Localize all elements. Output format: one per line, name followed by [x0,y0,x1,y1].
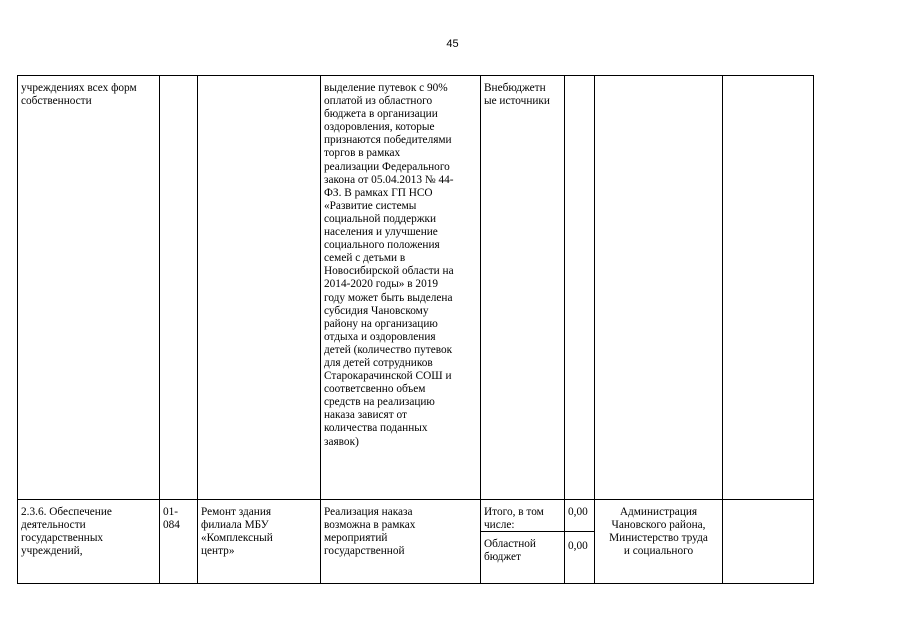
text-line: субсидия Чановскому [324,304,429,317]
text-line: реализации Федерального [324,160,450,173]
text-line: населения и улучшение [324,226,438,239]
cell-funding-source [481,76,565,500]
amount-total: 0,00 [565,500,594,532]
text-line: Новосибирской области на [324,265,454,278]
text-line: бюджет [484,551,521,564]
text-line: Итого, в том [484,506,544,518]
text-line: Чановского района, [611,519,706,532]
text-line: деятельности [21,519,86,532]
text-line: оплатой из областного [324,95,433,108]
page-number: 45 [446,38,459,50]
text-line: наказа зависят от [324,409,407,422]
text-line: отдыха и оздоровления [324,330,436,343]
text-line: собственности [21,95,92,108]
text-line: средств на реализацию [324,396,435,409]
text-line: соответсвенно объем [324,383,426,396]
text-line: Внебюджетн [484,82,546,94]
text-line: социальной поддержки [324,212,437,225]
text-line: заявок) [324,435,359,448]
text-line: 01- [163,506,179,518]
text-line: государственных [21,532,104,545]
text-line: числе: [484,519,515,532]
text-line: Старокарачинской СОШ и [324,370,452,383]
cell-order [198,500,321,584]
text-line: «Развитие системы [324,199,417,212]
cell-executor [595,76,723,500]
text-line: Ремонт здания [201,506,272,518]
text-line: торгов в рамках [324,147,401,160]
cell-implementation [321,500,481,584]
cell-code [160,500,198,584]
cell-implementation [321,76,481,500]
cell-note [723,76,814,500]
text-line: ые источники [484,95,550,108]
text-line: оздоровления, которые [324,121,435,134]
cell-order [198,76,321,500]
table-row [18,500,814,584]
cell-note [723,500,814,584]
text-line: государственной [324,545,405,558]
text-line: количества поданных [324,422,428,435]
text-line: учреждений, [21,545,83,558]
text-line: Областной [484,538,536,550]
text-line: возможна в рамках [324,519,416,532]
text-line: 084 [163,519,180,532]
cell-executor [595,500,723,584]
measures-table [17,75,814,584]
text-line: признаются победителями [324,134,452,147]
amount-regional: 0,00 [568,540,588,552]
text-line: для детей сотрудников [324,356,433,369]
text-line: закона от 05.04.2013 № 44- [324,173,454,186]
cell-funding-source [481,500,565,584]
cell-event-name [18,500,160,584]
cell-code [160,76,198,500]
text-line: филиала МБУ [201,519,269,532]
text-line: мероприятий [324,532,388,545]
text-line: Администрация [619,506,698,518]
table-row [18,76,814,500]
text-line: 2014-2020 годы» в 2019 [324,278,439,291]
text-line: Реализация наказа [324,506,413,518]
text-line: году может быть выделена [324,291,453,304]
text-line: детей (количество путевок [324,343,453,356]
cell-amount [565,500,595,584]
text-line: центр» [201,545,235,558]
text-line: Министерство труда [609,532,708,545]
text-line: учреждениях всех форм [21,82,137,94]
text-line: семей с детьми в [324,252,406,265]
cell-amount [565,76,595,500]
text-line: району на организацию [324,317,438,330]
text-line: 2.3.6. Обеспечение [21,506,112,518]
text-line: ФЗ. В рамках ГП НСО [324,186,433,199]
text-line: «Комплексный [201,532,273,545]
cell-event-name [18,76,160,500]
text-line: и социального [623,545,694,558]
text-line: выделение путевок с 90% [324,82,448,94]
funding-total [481,500,564,532]
text-line: социального положения [324,239,440,252]
funding-regional [481,532,564,564]
text-line: бюджета в организации [324,108,438,121]
